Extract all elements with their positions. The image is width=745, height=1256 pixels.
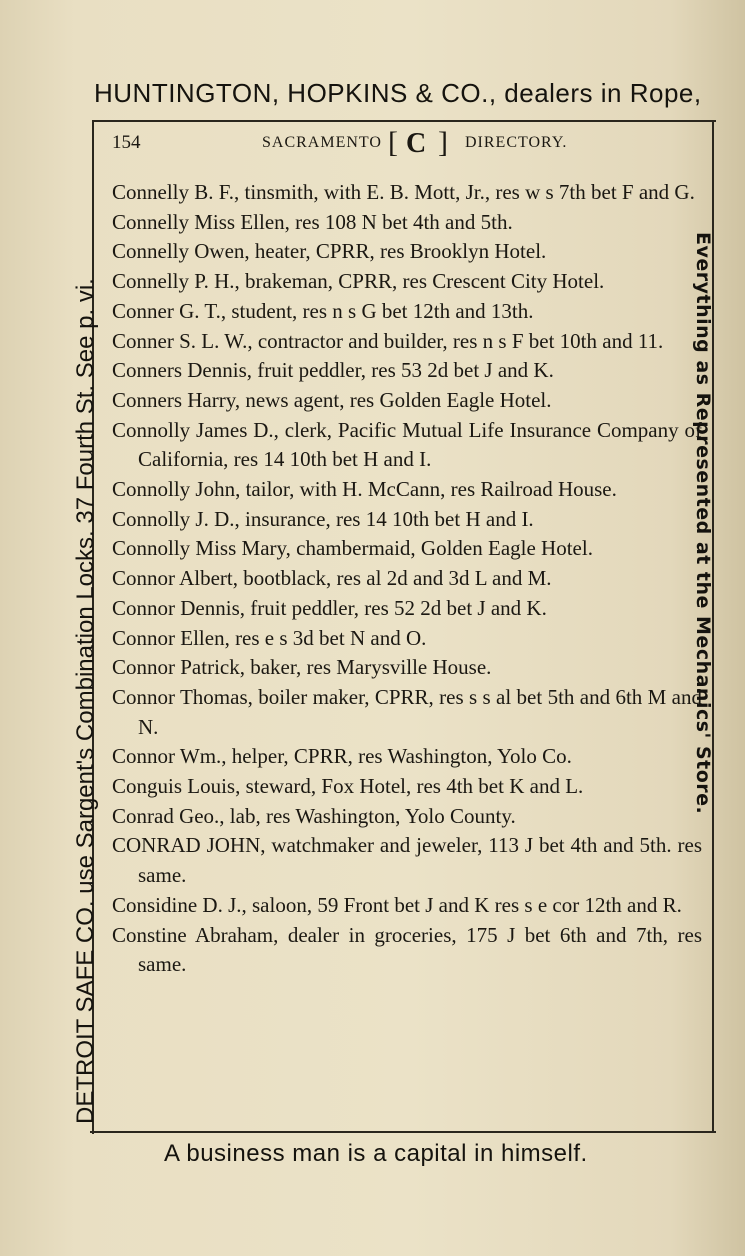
directory-entry: CONRAD JOHN, watchmaker and jeweler, 113 J bet 4th and 5th. res same. (112, 833, 702, 888)
directory-entry: Connor Dennis, fruit peddler, res 52 2d bet J and K. (112, 595, 547, 620)
right-margin-advertisement: Everything as Represented at the Mechanics' Store. (692, 232, 714, 815)
directory-entry: Connolly J. D., insurance, res 14 10th bet H and I. (112, 506, 534, 531)
header-directory: DIRECTORY. (465, 134, 568, 151)
directory-entry: Conrad Geo., lab, res Washington, Yolo County. (112, 803, 516, 828)
directory-entry: Considine D. J., saloon, 59 Front bet J and K res s e cor 12th and R. (112, 892, 682, 917)
directory-entry: Conner G. T., student, res n s G bet 12th and 13th. (112, 298, 534, 323)
directory-entry: Connelly Miss Ellen, res 108 N bet 4th and 5th. (112, 209, 513, 234)
left-margin-advertisement: DETROIT SAFE CO. use Sargent's Combination Locks. 37 Fourth St. See p. vi. (72, 278, 99, 1124)
top-advertisement: HUNTINGTON, HOPKINS & CO., dealers in Rope, (94, 78, 702, 108)
frame-bottom-rule (90, 1131, 716, 1133)
directory-entry: Connelly Owen, heater, CPRR, res Brooklyn Hotel. (112, 239, 547, 264)
directory-entry: Conners Harry, news agent, res Golden Eagle Hotel. (112, 387, 552, 412)
header-bracket-left: [ (388, 126, 398, 159)
directory-entry: Conner S. L. W., contractor and builder, res n s F bet 10th and 11. (112, 328, 664, 353)
directory-entry: Conners Dennis, fruit peddler, res 53 2d bet J and K. (112, 358, 554, 383)
directory-entry: Connelly B. F., tinsmith, with E. B. Mott, Jr., res w s 7th bet F and G. (112, 180, 695, 204)
directory-entry: Connor Thomas, boiler maker, CPRR, res s s al bet 5th and 6th M and N. (112, 684, 702, 739)
header-bracket-right: ] (438, 126, 448, 159)
directory-entry: Constine Abraham, dealer in groceries, 175 J bet 6th and 7th, res same. (112, 922, 702, 977)
directory-entry: Connolly James D., clerk, Pacific Mutual Life Insurance Company of California, res 14 10th bet H and I. (112, 417, 702, 472)
directory-entry: Connelly P. H., brakeman, CPRR, res Crescent City Hotel. (112, 269, 605, 294)
header-city: SACRAMENTO (262, 134, 382, 151)
directory-entry: Connolly John, tailor, with H. McCann, res Railroad House. (112, 477, 617, 502)
page-number: 154 (112, 132, 141, 153)
directory-entries (112, 178, 702, 980)
directory-entry: Connolly Miss Mary, chambermaid, Golden Eagle Hotel. (112, 536, 593, 561)
directory-entry: Connor Ellen, res e s 3d bet N and O. (112, 625, 427, 650)
directory-entry: Conguis Louis, steward, Fox Hotel, res 4th bet K and L. (112, 774, 584, 799)
directory-entry: Connor Albert, bootblack, res al 2d and 3d L and M. (112, 566, 552, 591)
directory-entry: Connor Patrick, baker, res Marysville House. (112, 655, 492, 680)
directory-entry: Connor Wm., helper, CPRR, res Washington, Yolo Co. (112, 744, 572, 769)
bottom-advertisement: A business man is a capital in himself. (164, 1140, 588, 1167)
header-section-letter: C (406, 128, 427, 159)
